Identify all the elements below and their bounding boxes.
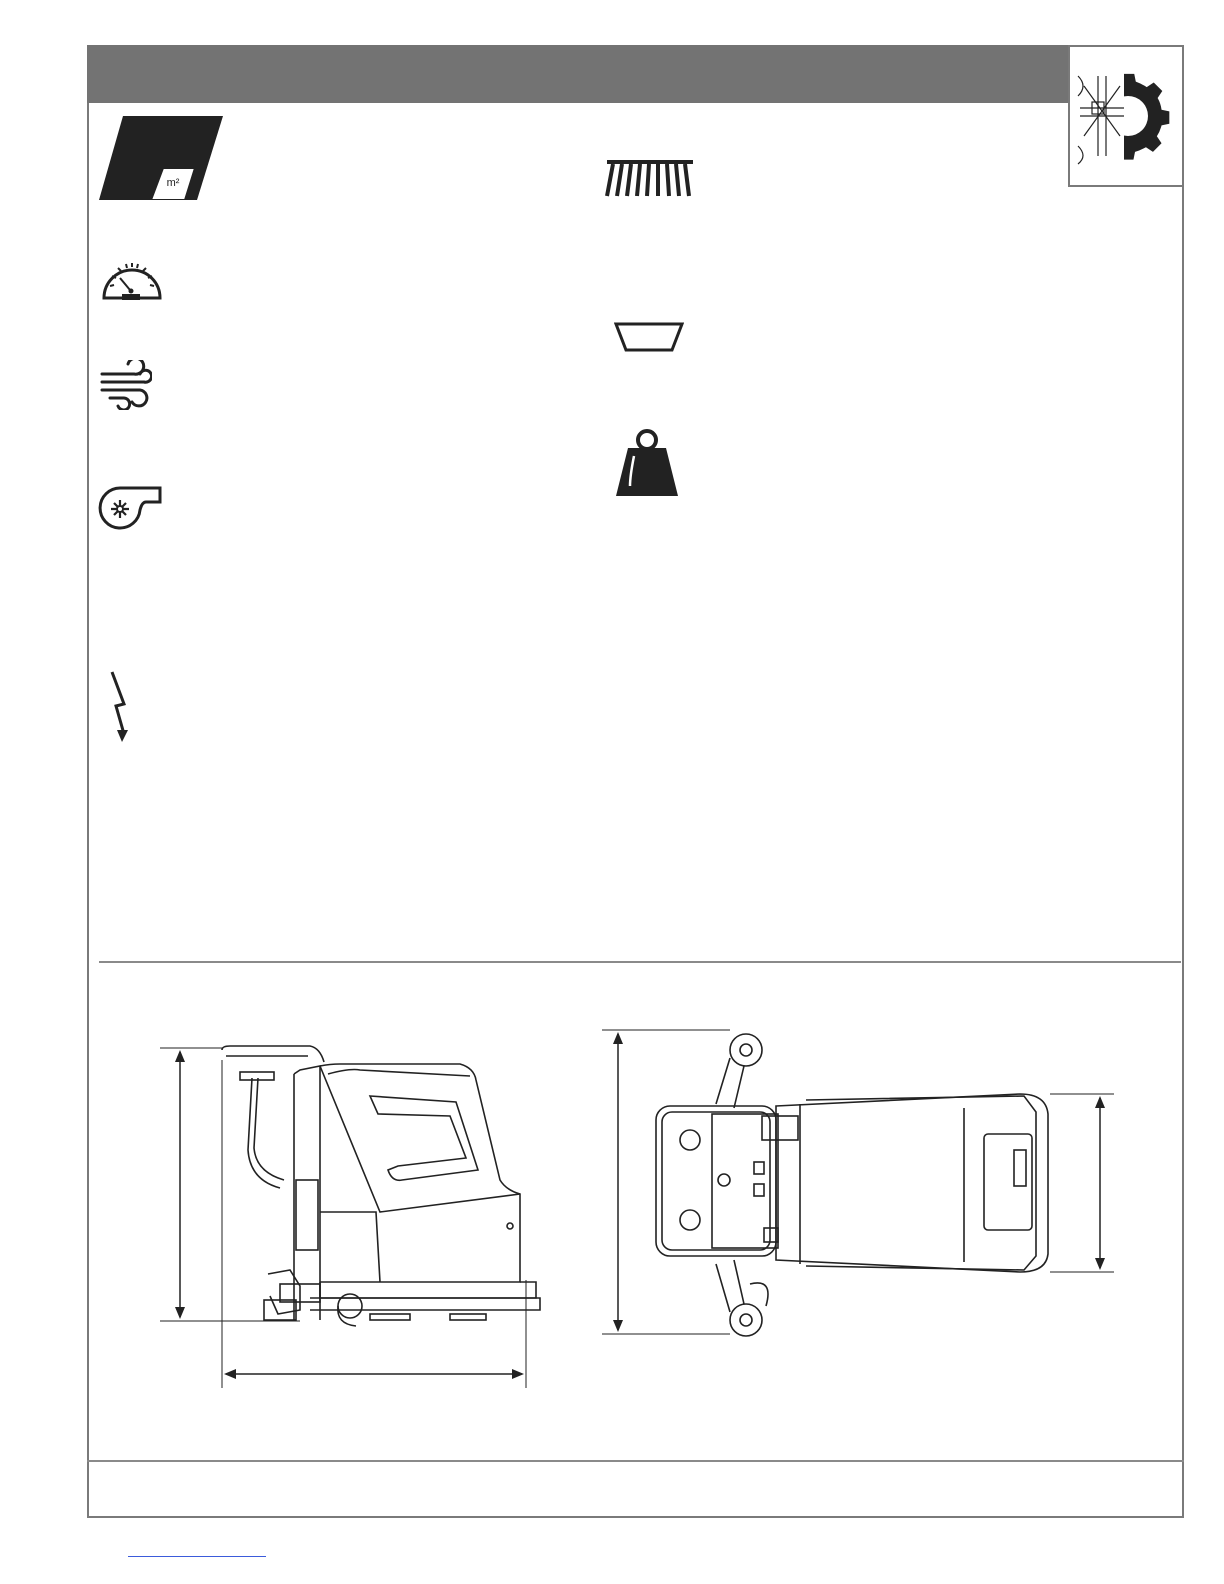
coverage-area-icon — [99, 116, 225, 205]
airflow-icon — [100, 360, 152, 415]
vacuum-blower-icon — [98, 486, 162, 537]
machine-top-view-drawing — [600, 1024, 1130, 1349]
header-bar — [87, 45, 1068, 103]
weight-icon — [614, 428, 680, 503]
speedometer-icon — [100, 256, 164, 307]
section-divider — [99, 961, 1181, 963]
tank-icon — [614, 320, 684, 359]
electric-power-icon — [108, 670, 134, 749]
brush-icon — [603, 160, 695, 203]
footer-divider — [87, 1460, 1184, 1462]
technical-specs-gear-icon — [1068, 45, 1184, 187]
coverage-unit: m² — [166, 177, 180, 189]
machine-side-view-drawing — [160, 1030, 550, 1395]
footer-link-underline[interactable] — [128, 1556, 266, 1557]
